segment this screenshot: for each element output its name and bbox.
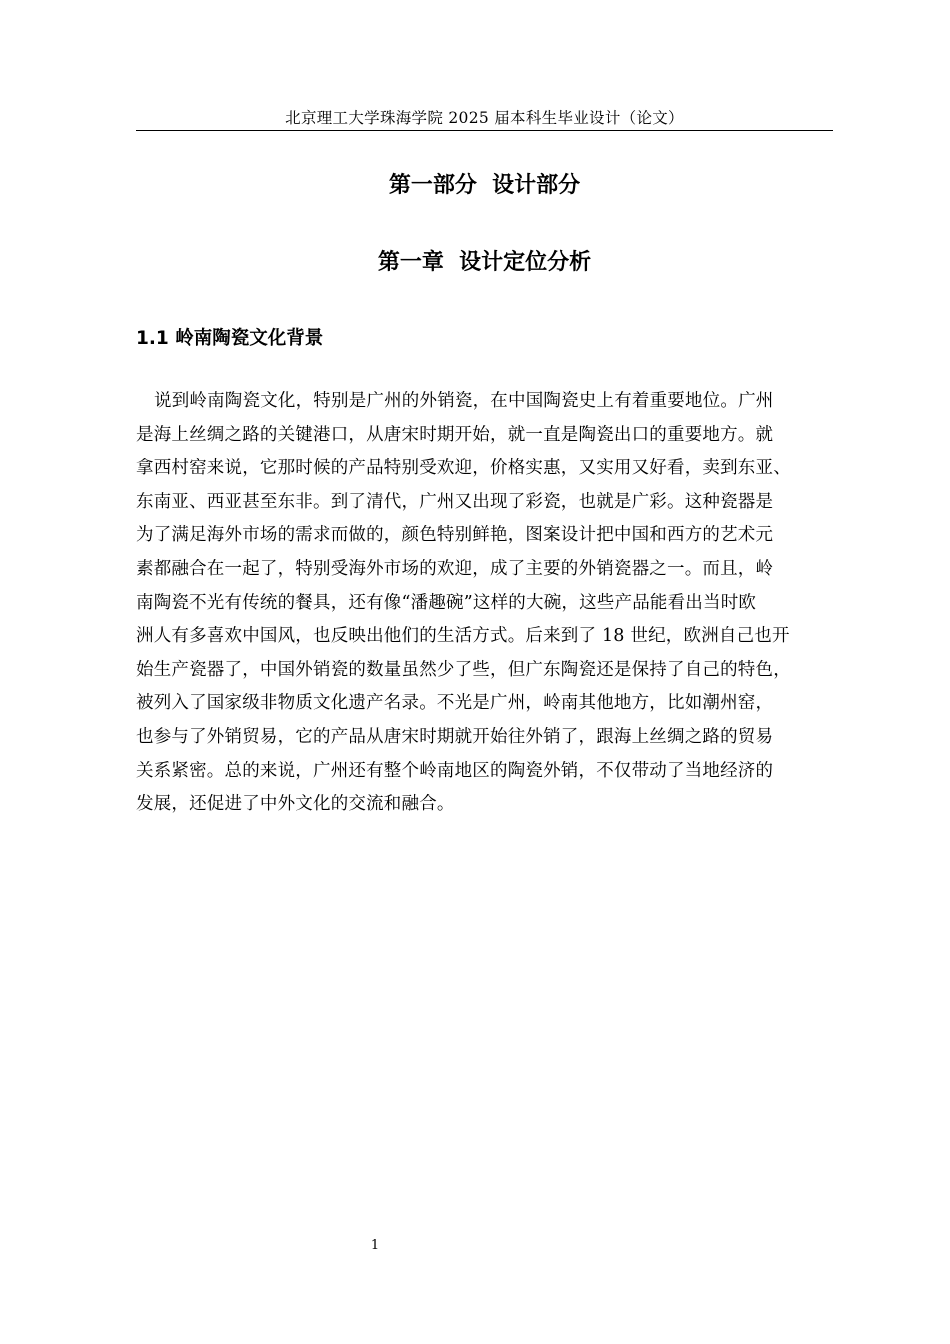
paragraph-line: 拿西村窑来说，它那时候的产品特别受欢迎，价格实惠，又实用又好看，卖到东亚、: [136, 458, 791, 479]
paragraph-line: 素都融合在一起了，特别受海外市场的欢迎，成了主要的外销瓷器之一。而且，岭: [136, 558, 774, 579]
paragraph-line: 发展，还促进了中外文化的交流和融合。: [136, 794, 455, 815]
paragraph-line: 是海上丝绸之路的关键港口，从唐宋时期开始，就一直是陶瓷出口的重要地方。就: [136, 424, 774, 445]
paragraph-line: 为了满足海外市场的需求而做的，颜色特别鲜艳，图案设计把中国和西方的艺术元: [136, 525, 774, 546]
chapter-title: 第一章 设计定位分析: [377, 250, 592, 275]
paragraph-line: 东南亚、西亚甚至东非。到了清代，广州又出现了彩瓷，也就是广彩。这种瓷器是: [136, 491, 774, 512]
paragraph-line: 南陶瓷不光有传统的餐具，还有像“潘趣碗”这样的大碗，这些产品能看出当时欧: [136, 592, 757, 613]
page-number: 1: [370, 1238, 380, 1253]
paragraph-line: 说到岭南陶瓷文化，特别是广州的外销瓷，在中国陶瓷史上有着重要地位。广州: [154, 391, 774, 411]
page-header: 北京理工大学珠海学院 2025 届本科生毕业设计（论文）: [285, 109, 684, 127]
paragraph-line: 始生产瓷器了，中国外销瓷的数量虽然少了些，但广东陶瓷还是保持了自己的特色，: [136, 659, 791, 680]
paragraph-line: 洲人有多喜欢中国风，也反映出他们的生活方式。后来到了 18 世纪，欧洲自己也开: [136, 626, 790, 647]
paragraph-line: 关系紧密。总的来说，广州还有整个岭南地区的陶瓷外销，不仅带动了当地经济的: [136, 760, 774, 781]
header-divider: [136, 130, 833, 131]
paragraph-line: 也参与了外销贸易，它的产品从唐宋时期就开始往外销了，跟海上丝绸之路的贸易: [136, 726, 774, 747]
part-title: 第一部分 设计部分: [388, 173, 581, 198]
paragraph-line: 被列入了国家级非物质文化遗产名录。不光是广州，岭南其他地方，比如潮州窑，: [136, 693, 774, 714]
body-paragraph: [136, 385, 836, 822]
section-heading: 1.1 岭南陶瓷文化背景: [136, 328, 324, 349]
